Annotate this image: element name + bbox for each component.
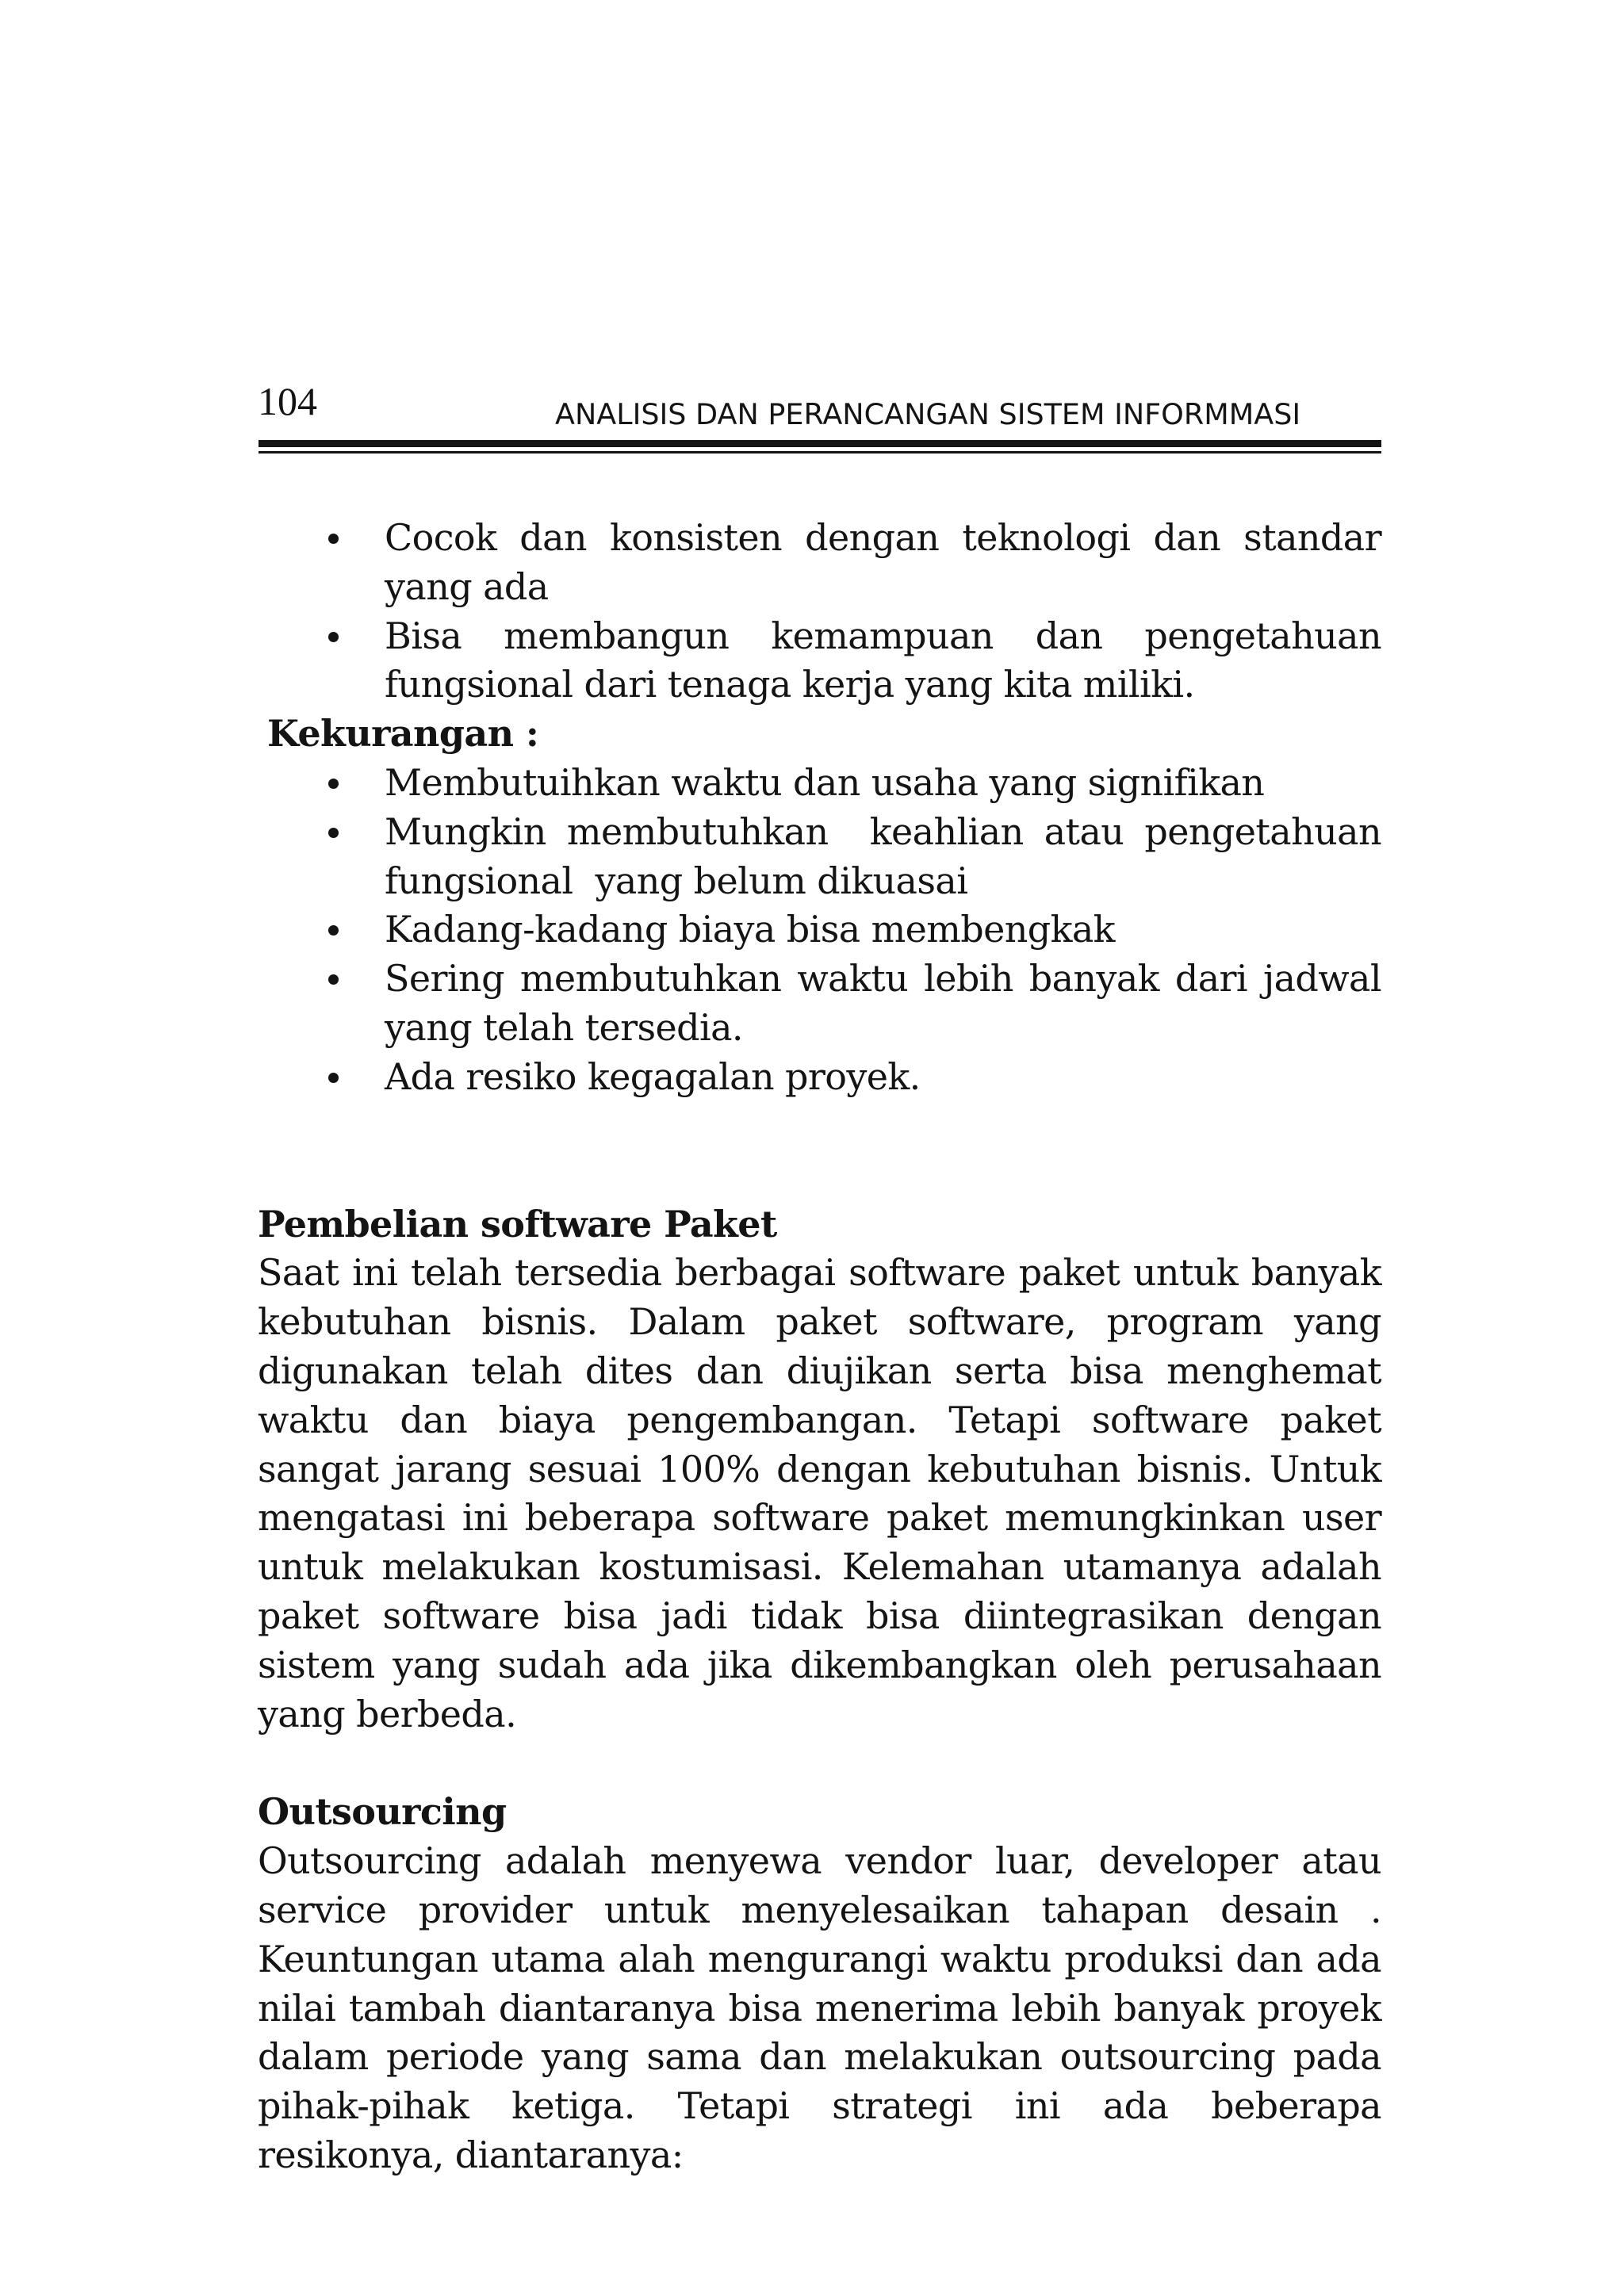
- bullet-icon: [328, 974, 339, 985]
- bullet-icon: [328, 925, 339, 936]
- list-item: Bisa membangun kemampuan dan pengetahuan fungsional dari tenaga kerja yang kita miliki.: [385, 612, 1381, 710]
- bullet-icon: [328, 828, 339, 838]
- list-item: Sering membutuhkan waktu lebih banyak dari jadwal yang telah tersedia.: [385, 955, 1381, 1053]
- bullet-icon: [328, 632, 339, 642]
- disadvantages-list: [258, 759, 1393, 1102]
- advantages-list: [258, 514, 1381, 710]
- running-header-title: ANALISIS DAN PERANCANGAN SISTEM INFORMMASI: [555, 397, 1301, 431]
- page-content: [258, 514, 1393, 2180]
- list-item: Ada resiko kegagalan proyek.: [385, 1053, 1381, 1102]
- bullet-icon: [328, 534, 339, 544]
- header-rule-thin: [259, 451, 1381, 453]
- list-item: Membutuihkan waktu dan usaha yang signifikan: [385, 759, 1381, 808]
- header-rule-thick: [259, 440, 1381, 447]
- page-number: 104: [258, 379, 317, 423]
- outsourcing-section-title: Outsourcing: [258, 1790, 507, 1834]
- list-item: Cocok dan konsisten dengan teknologi dan standar yang ada: [385, 514, 1381, 612]
- outsourcing-section-body: Outsourcing adalah menyewa vendor luar, developer atau service provider untuk menyelesaikan tahapan desain . Keuntungan utama alah mengurangi waktu produksi dan ada nilai tambah diantaranya bisa menerima lebih banyak proyek dalam periode yang sama dan melakukan outsourcing pada pihak-pihak ketiga. Tetapi strategi ini ada beberapa resikonya, diantaranya:: [258, 1839, 1381, 2176]
- package-section-title: Pembelian software Paket: [258, 1202, 777, 1246]
- section-spacer: [258, 1739, 1381, 1788]
- bullet-icon: [328, 779, 339, 789]
- disadvantages-heading: Kekurangan :: [267, 712, 539, 756]
- list-item: Mungkin membutuhkan keahlian atau pengetahuan fungsional yang belum dikuasai: [385, 808, 1381, 906]
- list-item: Kadang-kadang biaya bisa membengkak: [385, 905, 1381, 955]
- bullet-icon: [328, 1073, 339, 1083]
- package-section-body: Saat ini telah tersedia berbagai software paket untuk banyak kebutuhan bisnis. Dalam paket software, program yang digunakan telah dites dan diujikan serta bisa menghemat waktu dan biaya pengembangan. Tetapi software paket sangat jarang sesuai 100% dengan kebutuhan bisnis. Untuk mengatasi ini beberapa software paket memungkinkan user untuk melakukan kostumisasi. Kelemahan utamanya adalah paket software bisa jadi tidak bisa diintegrasikan dengan sistem yang sudah ada jika dikembangkan oleh perusahaan yang berbeda.: [258, 1251, 1381, 1735]
- section-spacer: [258, 1102, 1381, 1200]
